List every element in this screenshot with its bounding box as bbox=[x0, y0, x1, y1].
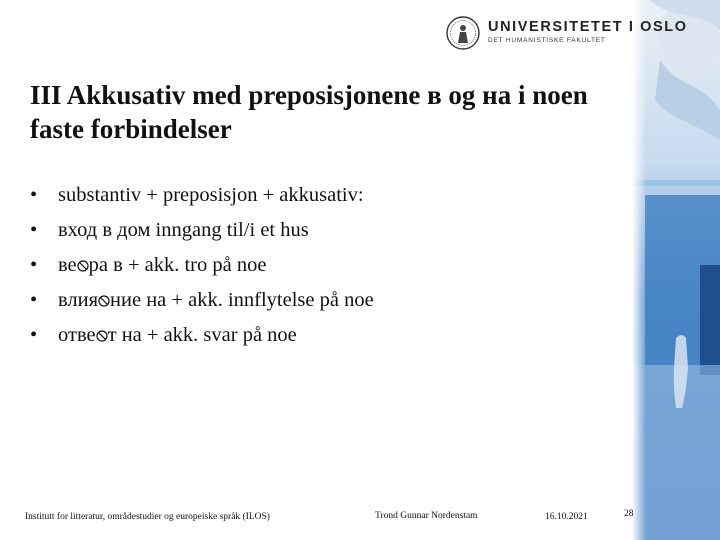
bullet-text: вход в дом inngang til/i et hus bbox=[58, 219, 309, 241]
footer-date: 16.10.2021 bbox=[545, 512, 588, 522]
bullet-glyph: • bbox=[30, 184, 38, 206]
bullet-glyph: • bbox=[30, 289, 38, 311]
bullet-glyph: • bbox=[30, 219, 38, 241]
bullet-text: substantiv + preposisjon + akkusativ: bbox=[58, 184, 364, 206]
stress-mark-icon bbox=[77, 260, 89, 272]
stress-mark-icon bbox=[96, 330, 108, 342]
bullet-text-start: влия bbox=[58, 289, 99, 311]
bullet-glyph: • bbox=[30, 324, 38, 346]
faculty-name: DET HUMANISTISKE FAKULTET bbox=[488, 37, 606, 44]
footer-institute: Institutt for litteratur, områdestudier og europeiske språk (ILOS) bbox=[25, 512, 270, 522]
list-item bbox=[30, 213, 374, 248]
bullet-text-end: ра в + akk. tro på noe bbox=[88, 254, 267, 276]
bullet-text-end: т на + akk. svar på noe bbox=[107, 324, 297, 346]
list-item bbox=[30, 178, 374, 213]
bullet-text-start: ве bbox=[58, 254, 77, 276]
list-item bbox=[30, 283, 374, 318]
bullet-glyph: • bbox=[30, 254, 38, 276]
list-item bbox=[30, 248, 374, 283]
university-name: UNIVERSITETET I OSLO bbox=[488, 19, 688, 35]
list-item bbox=[30, 318, 374, 353]
bullet-text-end: ние на + akk. innflytelse på noe bbox=[110, 289, 374, 311]
slide-title: III Akkusativ med preposisjonene в og на i noen faste forbindelser bbox=[30, 80, 588, 144]
bullet-text-start: отве bbox=[58, 324, 96, 346]
university-seal-icon bbox=[446, 16, 480, 50]
page-number: 28 bbox=[624, 509, 634, 519]
stress-mark-icon bbox=[98, 295, 110, 307]
footer-author: Trond Gunnar Nordenstam bbox=[375, 511, 478, 521]
bullet-list bbox=[30, 178, 374, 353]
